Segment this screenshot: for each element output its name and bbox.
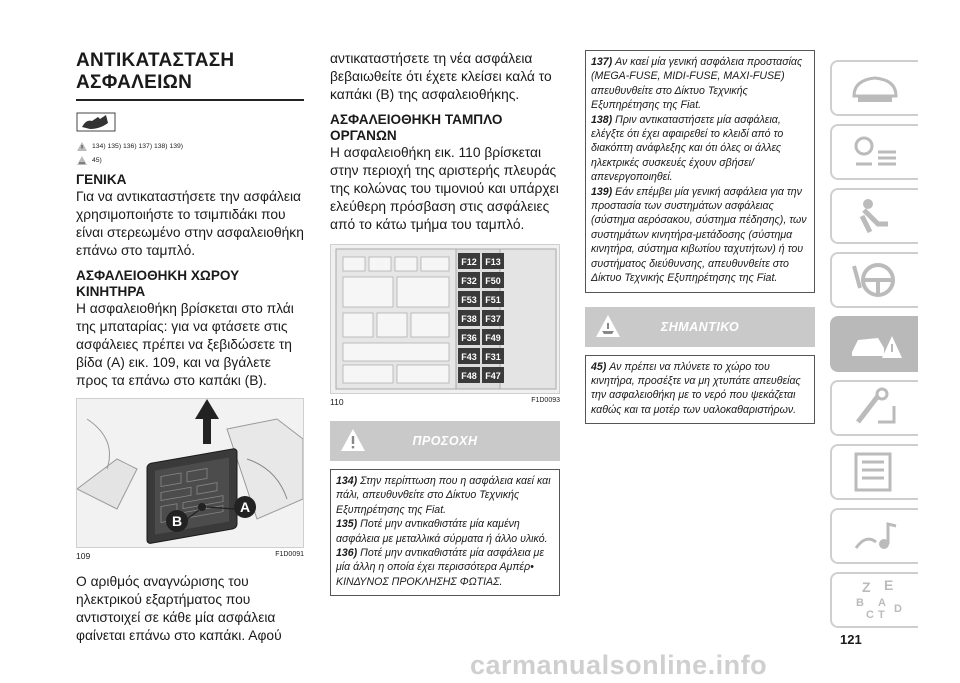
note-item bbox=[336, 546, 554, 589]
watermark: carmanualsonline.info bbox=[470, 650, 768, 680]
note-number: 138) bbox=[591, 113, 616, 126]
hand-tool-icon bbox=[76, 109, 116, 133]
general-heading: ΓΕΝΙΚΑ bbox=[76, 171, 127, 187]
continued-text: αντικαταστήσετε τη νέα ασφάλεια βεβαιωθείτε ότι έχετε κλείσει καλά το καπάκι (B) της ασφαλειοθήκης. bbox=[330, 51, 552, 102]
tab-dashboard[interactable] bbox=[830, 60, 918, 116]
seat-airbag-icon bbox=[848, 194, 902, 238]
fuse-label: F38 bbox=[461, 314, 477, 324]
dashboard-fusebox-illustration bbox=[331, 245, 559, 393]
engine-fusebox-illustration bbox=[77, 399, 303, 547]
fuse-label: F53 bbox=[461, 295, 477, 305]
fuse-label: F37 bbox=[485, 314, 501, 324]
figure-109-code: F1D0091 bbox=[275, 550, 304, 558]
alphabetical-index-icon bbox=[848, 578, 902, 622]
tab-safety[interactable] bbox=[830, 188, 918, 244]
note-text: Ποτέ μην αντικαθιστάτε μία ασφάλεια με μία άλλη η οποία έχει περισσότερα Αμπέρ• ΚΙΝΔΥΝΟΣ ΠΡΟΚΛΗΣΗΣ ΦΩΤΙΑΣ. bbox=[336, 547, 545, 588]
figure-110-code: F1D0093 bbox=[531, 397, 560, 404]
fuse-label: F31 bbox=[485, 352, 501, 362]
index-letter: C bbox=[866, 609, 874, 621]
index-letter: D bbox=[894, 603, 902, 615]
fuse-label: F36 bbox=[461, 333, 477, 343]
fuse-label: F13 bbox=[485, 257, 501, 267]
note-text: Αν πρέπει να πλύνετε το χώρο του κινητήρα, προσέξτε να μη χτυπάτε απευθείας την ασφαλειοθήκη με το νερό που ψεκάζεται καθώς και τα μοτέρ των υαλοκαθαριστήρων. bbox=[591, 360, 801, 416]
caution-box bbox=[330, 469, 560, 596]
index-letter: B bbox=[856, 597, 864, 609]
important-refs-text: 45) bbox=[92, 156, 102, 164]
tab-driving[interactable] bbox=[830, 252, 918, 308]
engine-fusebox-heading-1: ΑΣΦΑΛΕΙΟΘΗΚΗ ΧΩΡΟΥ bbox=[76, 267, 240, 283]
tab-multimedia[interactable] bbox=[830, 508, 918, 564]
fuse-label: F51 bbox=[485, 295, 501, 305]
caution-triangle-icon bbox=[340, 427, 366, 453]
fuse-label: F50 bbox=[485, 276, 501, 286]
note-number: 135) bbox=[336, 518, 361, 531]
dash-fusebox-text: Η ασφαλειοθήκη εικ. 110 βρίσκεται στην περιοχή της αριστερής πλευράς της κολώνας του τιμονιού και υπάρχει ελεύθερη πρόσβαση στις ασφάλειες από το κάτω τμήμα του ταμπλό. bbox=[330, 145, 559, 232]
general-text: Για να αντικαταστήσετε την ασφάλεια χρησιμοποιήστε το τσιμπιδάκι που είναι στερεωμένο στην ασφαλειοθήκη επάνω στο ταμπλό. bbox=[76, 188, 304, 258]
middle-column bbox=[330, 50, 560, 596]
note-text: Πριν αντικαταστήσετε μία ασφάλεια, ελέγξτε ότι έχει αφαιρεθεί το κλειδί από το διακόπτη ανάφλεξης και ότι όλες οι άλλες ηλεκτρικές συσκευές έχουν σβήσει/απενεργοποιηθεί. bbox=[591, 113, 784, 184]
engine-fusebox-text: Η ασφαλειοθήκη βρίσκεται στο πλάι της μπαταρίας: για να φτάσετε στις ασφάλειες πρέπει να ξεβιδώσετε τη βίδα (A) εικ. 109, και να βγάλετε προς τα επάνω στο καπάκι (B). bbox=[76, 300, 294, 388]
important-triangle-icon-large bbox=[595, 313, 621, 339]
important-box bbox=[585, 355, 815, 425]
note-number: 134) bbox=[336, 475, 361, 487]
section-title-line1: ΑΝΤΙΚΑΤΑΣΤΑΣΗ bbox=[76, 50, 235, 71]
caution-banner bbox=[330, 421, 560, 461]
note-text: Εάν επέμβει μία γενική ασφάλεια για την προστασία των συστημάτων ασφάλειας (σύστημα αερόσακου, σύστημα πέδησης), των συστημάτων κινητήρα-μετάδοσης (σύστημα κινητήρα, σύστημα κιβωτίου ταχυτήτων) ή του συστήματος διεύθυνσης, απευθυνθείτε στο Δίκτυο Τεχνικής Εξυπηρέτησης της Fiat. bbox=[591, 185, 807, 285]
caution-box-continued bbox=[585, 50, 815, 293]
important-banner bbox=[585, 307, 815, 347]
note-number: 139) bbox=[591, 185, 616, 198]
note-item bbox=[336, 517, 554, 546]
important-triangle-icon bbox=[76, 155, 88, 166]
note-item bbox=[591, 55, 809, 113]
engine-fusebox-heading-2: ΚΙΝΗΤΗΡΑ bbox=[76, 283, 146, 299]
section-title-line2: ΑΣΦΑΛΕΙΩΝ bbox=[76, 72, 193, 93]
fuse-label: F32 bbox=[461, 276, 477, 286]
note-item bbox=[336, 474, 554, 517]
warning-lights-icon bbox=[848, 130, 902, 174]
dash-fusebox-heading-2: ΟΡΓΑΝΩΝ bbox=[330, 128, 397, 143]
caution-title: ΠΡΟΣΟΧΗ bbox=[412, 434, 478, 448]
figure-109 bbox=[76, 398, 304, 548]
warning-triangle-icon bbox=[76, 141, 88, 152]
tab-index[interactable] bbox=[830, 572, 918, 628]
index-letter: A bbox=[878, 597, 886, 609]
warning-refs-1 bbox=[76, 141, 304, 152]
fuse-label: F12 bbox=[461, 257, 477, 267]
note-item bbox=[591, 360, 809, 418]
title-rule bbox=[76, 99, 304, 101]
maintenance-tools-icon bbox=[848, 386, 902, 430]
warning-refs-text: 134) 135) 136) 137) 138) 139) bbox=[92, 142, 184, 150]
figure-110 bbox=[330, 244, 560, 394]
specifications-list-icon bbox=[848, 450, 902, 494]
important-refs bbox=[76, 155, 304, 166]
index-letter: T bbox=[878, 609, 885, 621]
tab-warning-lights[interactable] bbox=[830, 124, 918, 180]
note-item bbox=[591, 113, 809, 185]
fig-label-b: B bbox=[171, 512, 183, 529]
car-dashboard-icon bbox=[848, 66, 902, 110]
figure-110-caption bbox=[330, 397, 560, 407]
multimedia-icon bbox=[848, 514, 902, 558]
index-letter: Z bbox=[862, 579, 871, 595]
note-item bbox=[591, 185, 809, 286]
note-number: 137) bbox=[591, 56, 616, 68]
tab-maintenance[interactable] bbox=[830, 380, 918, 436]
tab-emergency[interactable] bbox=[830, 316, 918, 372]
fuse-label: F48 bbox=[461, 371, 477, 381]
important-title: ΣΗΜΑΝΤΙΚΟ bbox=[660, 319, 740, 334]
index-letter: E bbox=[884, 578, 894, 593]
fig-label-a: A bbox=[239, 498, 251, 515]
fuse-label: F49 bbox=[485, 333, 501, 343]
note-number: 45) bbox=[591, 360, 610, 373]
right-column bbox=[585, 50, 815, 424]
note-number: 136) bbox=[336, 547, 361, 560]
dash-fusebox-heading-1: ΑΣΦΑΛΕΙΟΘΗΚΗ ΤΑΜΠΛΟ bbox=[330, 112, 503, 127]
note-text: Ποτέ μην αντικαθιστάτε μία καμένη ασφάλεια με μεταλλικά σύρματα ή άλλο υλικό. bbox=[336, 518, 548, 545]
fuse-label: F47 bbox=[485, 371, 501, 381]
left-column bbox=[76, 50, 304, 645]
page-number: 121 bbox=[840, 632, 862, 647]
note-text: Αν καεί μία γενική ασφάλεια προστασίας (MEGA-FUSE, MIDI-FUSE, MAXI-FUSE) απευθυνθείτε στο Δίκτυο Τεχνικής Εξυπηρέτησης της Fiat. bbox=[591, 56, 803, 112]
figure-110-number: 110 bbox=[330, 397, 344, 407]
figure-109-number: 109 bbox=[76, 550, 91, 561]
tab-specifications[interactable] bbox=[830, 444, 918, 500]
steering-wheel-icon bbox=[848, 258, 902, 302]
figure-109-caption bbox=[76, 551, 304, 561]
car-emergency-icon bbox=[848, 322, 902, 366]
after-figure-text: Ο αριθμός αναγνώρισης του ηλεκτρικού εξαρτήματος που αντιστοιχεί σε κάθε μία ασφάλεια φαίνεται επάνω στο καπάκι. Αφού bbox=[76, 573, 282, 643]
note-text: Στην περίπτωση που η ασφάλεια καεί και πάλι, απευθυνθείτε στο Δίκτυο Τεχνικής Εξυπηρέτησης της Fiat. bbox=[336, 475, 551, 516]
fuse-label: F43 bbox=[461, 352, 477, 362]
